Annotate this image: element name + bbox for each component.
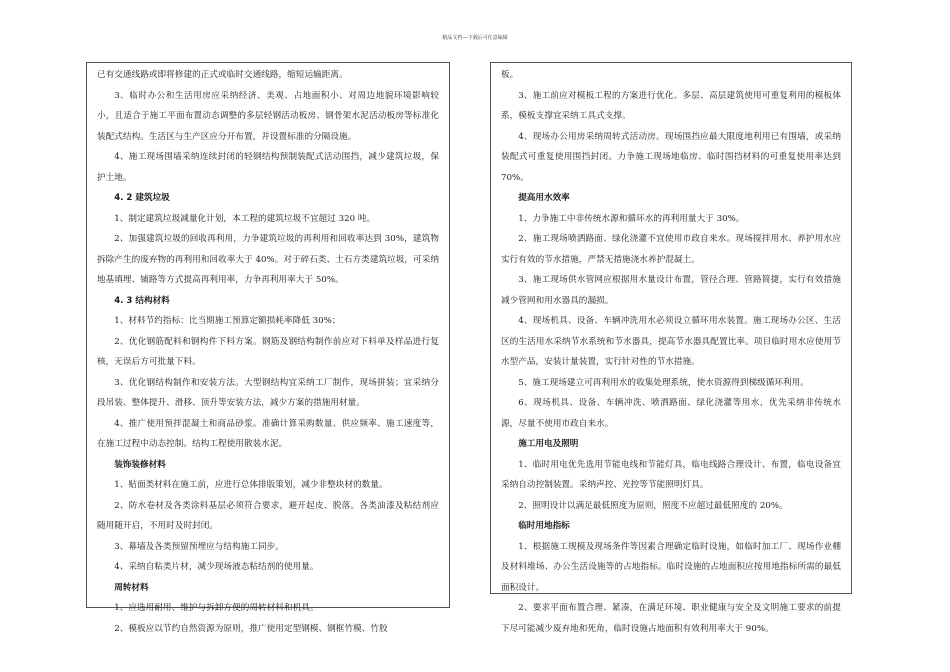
paragraph: 1、应选用耐用、维护与拆卸方便的周转材料和机具。 <box>114 603 319 613</box>
section-heading: 4. 3 结构材料 <box>114 295 170 306</box>
paragraph: 1、材料节约指标：比当期施工预算定额损耗率降低 30%； <box>114 316 341 326</box>
paragraph: 已有交通线路或即将修建的正式或临时交通线路，缩短运输距离。 <box>97 70 348 80</box>
paragraph: 2、优化钢筋配料和钢构件下料方案。钢筋及钢结构制作前应对下料单及样品进行复核，无误后方可批量下料。 <box>97 336 439 367</box>
paragraph: 2、施工现场喷洒路面、绿化浇灌不宜使用市政自来水。现场搅拌用水、养护用水应实行有效的节水措施，严禁无措施浇水养护混凝土。 <box>501 234 841 265</box>
paragraph: 4、采纳自粘类片材，减少现场液态粘结剂的使用量。 <box>114 562 319 572</box>
paragraph: 4、现场机具、设备、车辆冲洗用水必须设立循环用水装置。施工现场办公区、生活区的生活用水采纳节水系统和节水器具，提高节水器具配置比率。项目临时用水应使用节水型产品，安装计量装置，实行针对性的节水措施。 <box>501 316 841 367</box>
right-column <box>490 62 852 634</box>
section-heading: 周转材料 <box>114 582 149 593</box>
paragraph: 1、根据施工规模及现场条件等因素合理确定临时设施，如临时加工厂、现场作业棚及材料堆场、办公生活设施等的占地指标。临时设施的占地面积应按用地指标所需的最低面积设计。 <box>501 541 841 593</box>
paragraph: 1、贴面类材料在施工前，应进行总体排版策划，减少非整块材的数量。 <box>114 480 388 490</box>
paragraph: 3、施工现场供水管网应根据用水量设计布置，管径合理、管路简捷，实行有效措施减少管网和用水器具的漏损。 <box>501 275 841 306</box>
paragraph: 板。 <box>501 70 519 80</box>
paragraph: 1、力争施工中非传统水源和循环水的再利用量大于 30%。 <box>518 213 745 224</box>
paragraph: 2、要求平面布置合理、紧凑，在满足环境、职业健康与安全及文明施工要求的前提下尽可能减少废弃地和死角，临时设施占地面积有效利用率大于 90%。 <box>501 603 841 634</box>
paragraph: 4、推广使用预拌混凝土和商品砂浆。准确计算采购数量、供应频率、施工速度等，在施工过程中动态控制。结构工程使用散装水泥。 <box>97 418 439 449</box>
section-heading: 提高用水效率 <box>518 193 570 203</box>
left-column <box>86 62 450 634</box>
section-heading: 4. 2 建筑垃圾 <box>114 193 170 203</box>
paragraph: 4、现场办公用房采纳周转式活动房。现场围挡应最大限度地利用已有围墙，或采纳装配式可重复使用围挡封闭。力争施工现场地临房、临时围挡材料的可重复使用率达到 70%。 <box>501 131 841 183</box>
paragraph: 2、防水卷材及各类涂料基层必须符合要求，避开起皮、脱落。各类油漆及粘结剂应随用随开启，不用时及时封闭。 <box>97 500 439 531</box>
paragraph: 3、临时办公和生活用房应采纳经济、美观、占地面积小、对周边地貌环境影响较小，且适合于施工平面布置动态调整的多层轻钢活动板房、钢骨架水泥活动板房等标准化装配式结构。生活区与生产区应分开布置，并设置标准的分隔设施。 <box>97 90 439 142</box>
paragraph: 2、照明设计以满足最低照度为原则，照度不应超过最低照度的 20%。 <box>518 500 788 511</box>
section-heading: 装饰装修材料 <box>114 459 166 470</box>
section-heading: 临时用地指标 <box>518 521 570 531</box>
paragraph: 5、施工现场建立可再利用水的收集处理系统，使水资源得到梯级循环利用。 <box>518 377 809 388</box>
paragraph: 2、模板应以节约自然资源为原则，推广使用定型钢模、钢框竹模、竹胶 <box>114 623 388 634</box>
paragraph: 3、幕墙及各类预留预埋应与结构施工同步。 <box>114 541 284 552</box>
section-heading: 施工用电及照明 <box>518 439 579 449</box>
page-header: 精品文档---下载后可任意编辑 <box>442 35 508 41</box>
paragraph: 1、临时用电优先选用节能电线和节能灯具，临电线路合理设计、布置，临电设备宜采纳自动控制装置。采纳声控、光控等节能照明灯具。 <box>501 459 841 490</box>
paragraph: 2、加强建筑垃圾的回收再利用，力争建筑垃圾的再利用和回收率达到 30%，建筑物拆除产生的废弃物的再利用和回收率大于 40%。对于碎石类、土石方类建筑垃圾，可采纳地基填埋、铺路等方式提高再利用率，力争再利用率大于 50%。 <box>97 234 439 285</box>
paragraph: 6、现场机具、设备、车辆冲洗、喷洒路面、绿化浇灌等用水，优先采纳非传统水源，尽量不使用市政自来水。 <box>501 398 841 429</box>
paragraph: 3、优化钢结构制作和安装方法。大型钢结构宜采纳工厂制作，现场拼装；宜采纳分段吊装、整体提升、滑移、顶升等安装方法，减少方案的措施用材量。 <box>97 377 439 408</box>
paragraph: 4、施工现场围墙采纳连续封闭的轻钢结构预制装配式活动围挡，减少建筑垃圾，保护土地。 <box>97 152 439 183</box>
paragraph: 3、施工前应对模板工程的方案进行优化。多层、高层建筑使用可重复利用的模板体系，模板支撑宜采纳工具式支撑。 <box>501 90 841 121</box>
paragraph: 1、制定建筑垃圾减量化计划，本工程的建筑垃圾不宜超过 320 吨。 <box>114 213 376 224</box>
